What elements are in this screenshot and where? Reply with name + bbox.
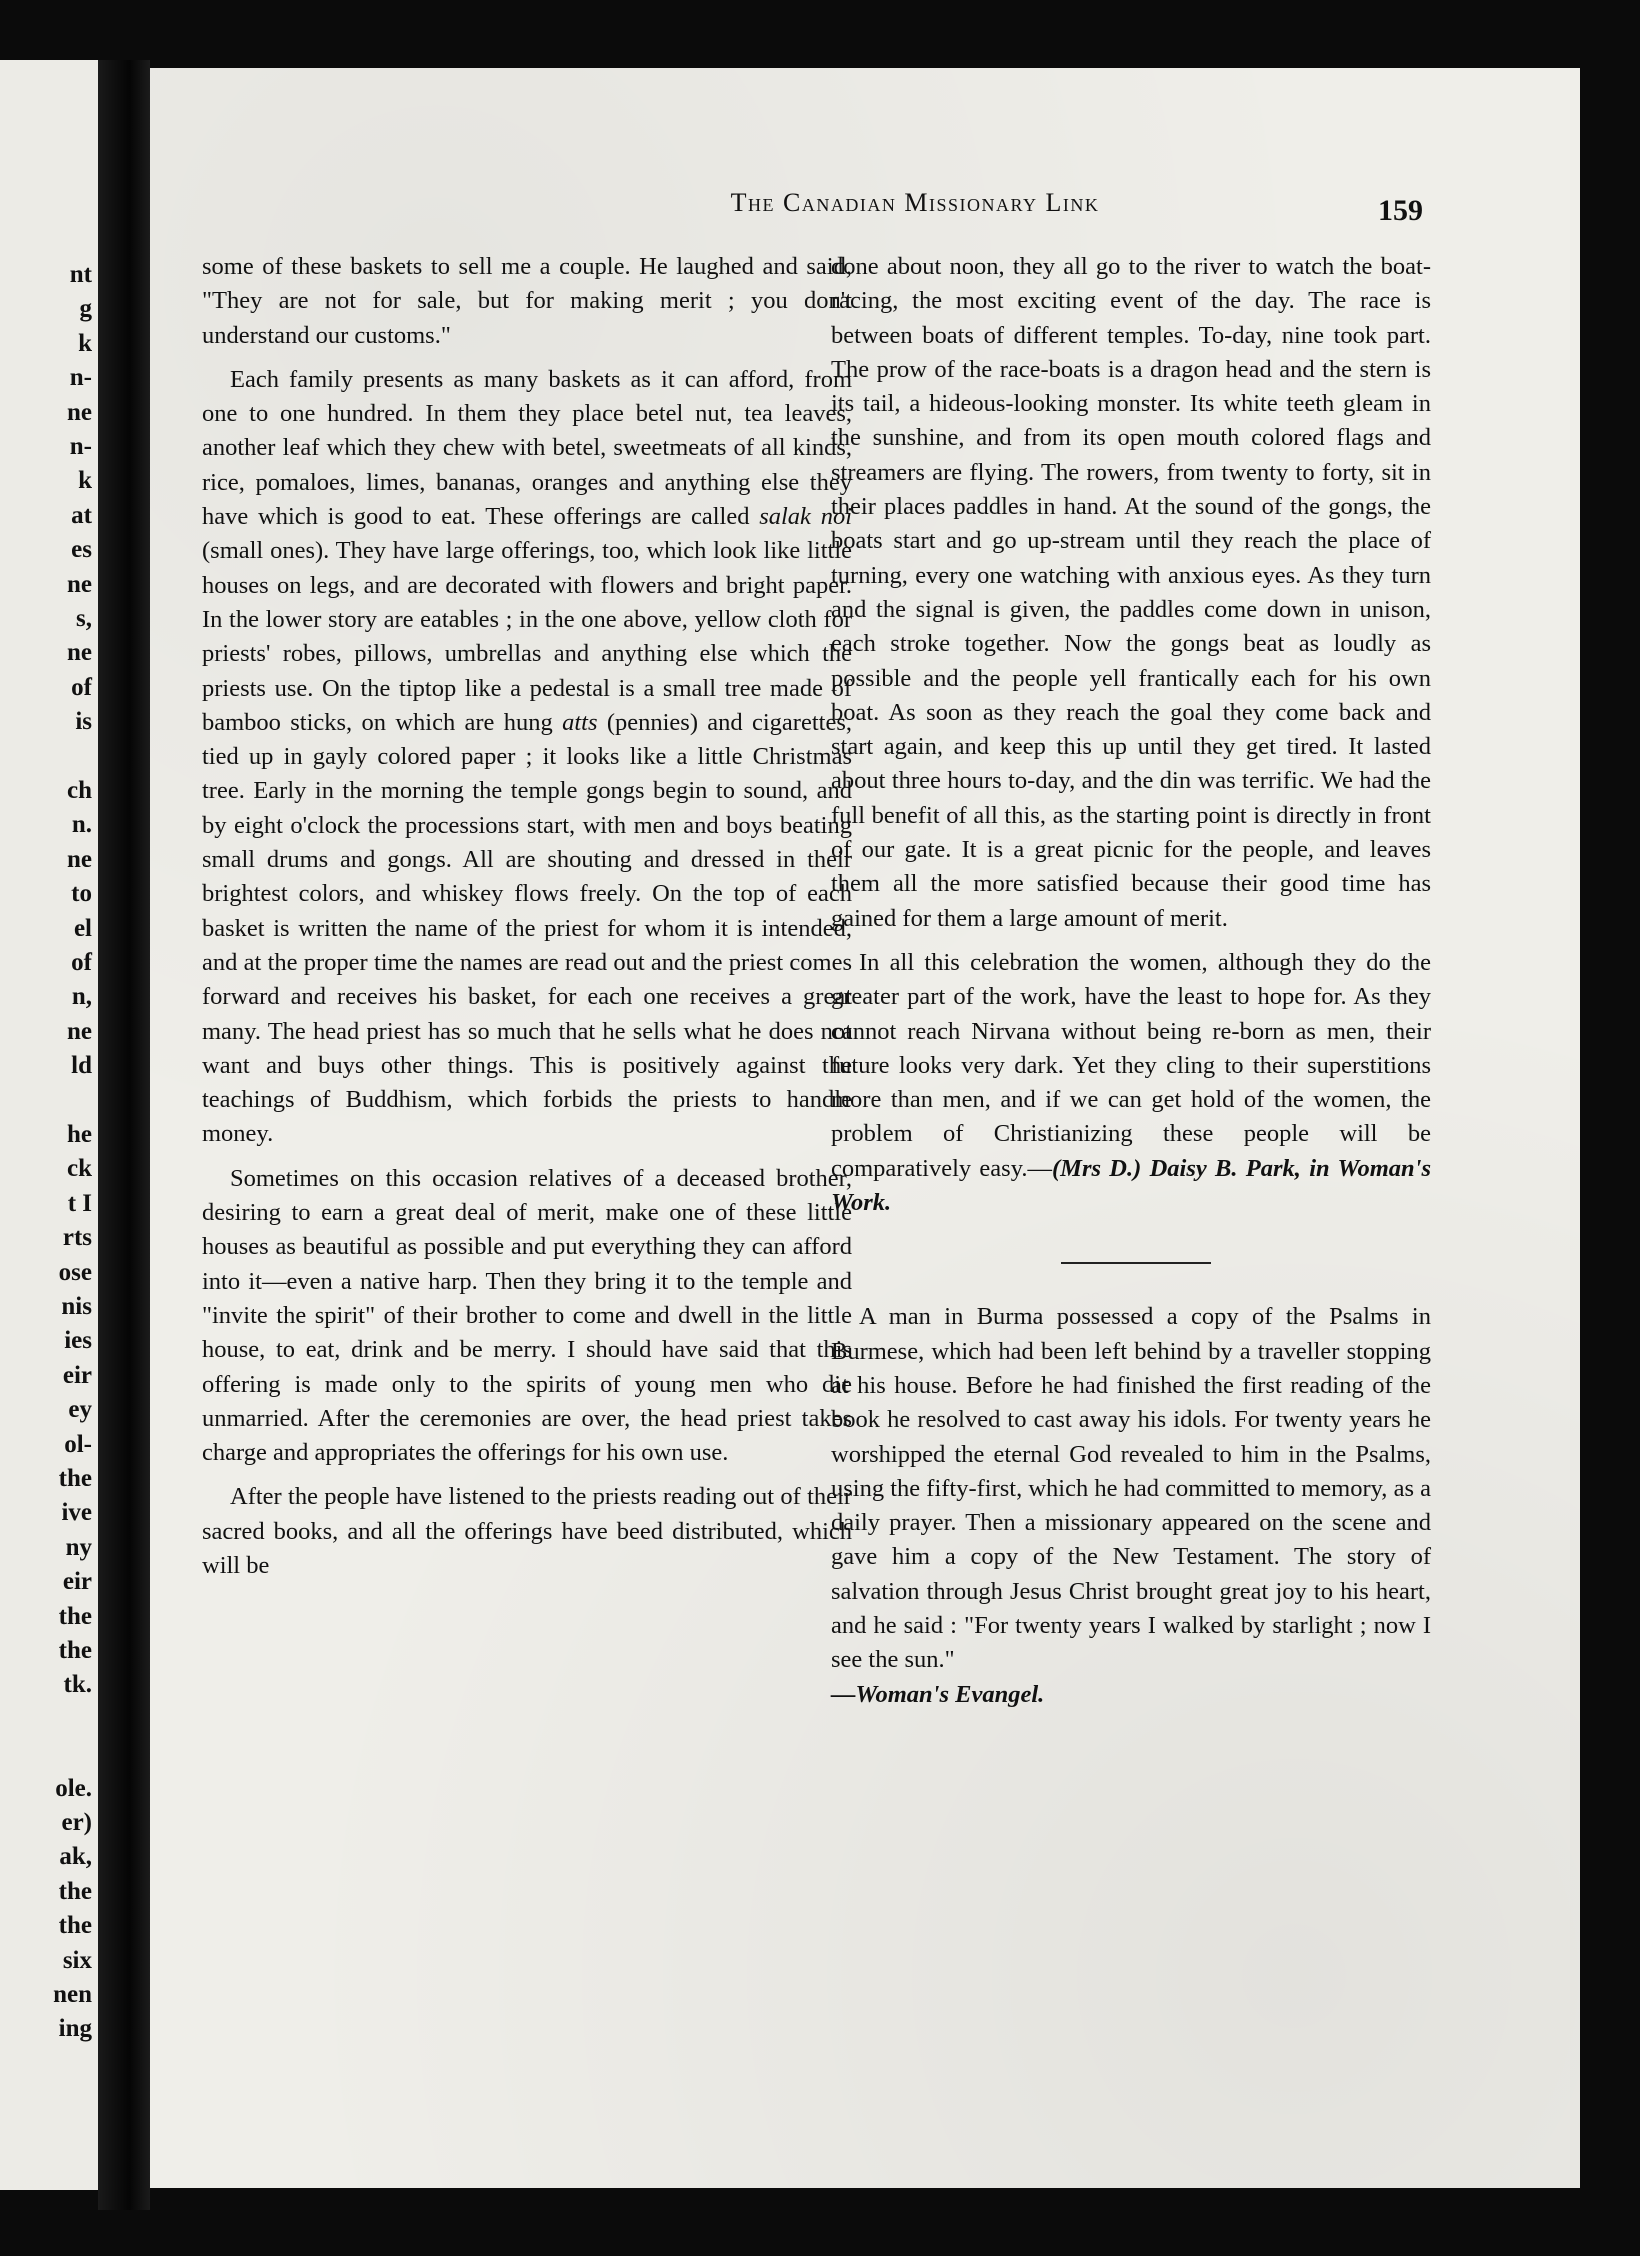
- adjacent-text-fragment: ne: [67, 845, 92, 873]
- paragraph: some of these baskets to sell me a couple. He laughed and said, "They are not for sale, but for making merit ; you don't understand our customs.": [202, 253, 852, 349]
- adjacent-text-fragment: ld: [71, 1052, 92, 1080]
- adjacent-text-fragment: k: [78, 467, 92, 495]
- attribution: (Mrs D.) Daisy B. Park, in Woman's Work.: [831, 1154, 1431, 1217]
- adjacent-text-fragment: eir: [62, 1361, 92, 1389]
- adjacent-text-fragment: rts: [62, 1224, 92, 1252]
- page-gutter: [98, 60, 150, 2210]
- adjacent-text-fragment: the: [58, 1877, 92, 1905]
- adjacent-text-fragment: ole.: [55, 1774, 92, 1802]
- adjacent-text-fragment: er): [61, 1809, 92, 1836]
- running-head: The Canadian Missionary Link: [730, 188, 1100, 217]
- adjacent-text-fragment: n-: [69, 364, 92, 392]
- foreign-term: atts: [562, 708, 598, 736]
- adjacent-text-fragment: the: [58, 1465, 92, 1492]
- adjacent-text-fragment: is: [75, 708, 92, 736]
- adjacent-text-fragment: he: [67, 1121, 92, 1148]
- adjacent-text-fragment: k: [78, 329, 92, 357]
- adjacent-text-fragment: g: [79, 295, 92, 323]
- adjacent-text-fragment: es: [71, 536, 92, 564]
- adjacent-text-fragment: to: [71, 880, 92, 908]
- paragraph: done about noon, they all go to the river to watch the boat-racing, the most exciting event of the day. The race is between boats of different temples. To-day, nine took part. The prow of the race-boats is a dragon head and the stern is its tail, a hideous-looking monster. Its white teeth gleam in the sunshine, and from its open mouth colored flags and streamers are flying. The rowers, from twenty to forty, sit in their places paddles in hand. At the sound of the gongs, the boats start and go up-stream until they reach the place of turning, every one watching with anxious eyes. As they turn and the signal is given, the paddles come down in unison, each stroke together. Now the gongs beat as loudly as possible and the people yell frantically each for his own boat. As soon as they reach the goal they come back and start again, and keep this up until they get tired. It lasted about three hours to-day, and the din was terrific. We had the full benefit of all this, as the starting point is directly in front of our gate. It is a great picnic for the people, and leaves them all the more satisfied because their good time has gained for them a large amount of merit.: [831, 253, 1431, 932]
- adjacent-text-fragment: t I: [67, 1189, 92, 1217]
- adjacent-text-fragment: ne: [67, 639, 92, 667]
- page-number: 159: [1378, 194, 1423, 227]
- adjacent-text-fragment: eir: [62, 1568, 92, 1596]
- adjacent-text-fragment: ing: [58, 2015, 92, 2043]
- text-run: In all this celebration the women, although they do the greater part of the work, have the least to hope for. As they cannot reach Nirvana without being re-born as men, their future looks very dark. Yet they cling to their superstitions more than men, and if we can get hold of the women, the problem of Christianizing these people will be comparatively easy.—: [831, 948, 1431, 1182]
- adjacent-text-fragment: n-: [69, 433, 92, 460]
- adjacent-text-fragment: nen: [53, 1981, 92, 2008]
- adjacent-text-fragment: of: [71, 673, 92, 701]
- adjacent-text-fragment: s,: [76, 605, 92, 632]
- left-column: [202, 250, 852, 1593]
- adjacent-text-fragment: ive: [61, 1499, 92, 1527]
- right-column: [831, 250, 1580, 1722]
- adjacent-text-fragment: ck: [67, 1155, 92, 1183]
- adjacent-text-fragment: the: [58, 1912, 92, 1940]
- text-run: Each family presents as many baskets as it can afford, from one to one hundred. In them they place betel nut, tea leaves, another leaf which they chew with betel, sweetmeats of all kinds, rice, pomaloes, limes, bananas, oranges and anything else they have which is good to eat. These offerings are called: [202, 365, 852, 531]
- adjacent-text-fragment: at: [71, 501, 92, 529]
- adjacent-page-fragment: [0, 60, 98, 2190]
- adjacent-text-fragment: n.: [71, 811, 92, 839]
- adjacent-text-fragment: ny: [65, 1533, 92, 1561]
- right-column-text: [831, 250, 1431, 1712]
- foreign-term: salak noi: [759, 503, 852, 531]
- adjacent-text-fragment: nis: [61, 1293, 92, 1320]
- adjacent-text-fragment: of: [71, 949, 92, 976]
- adjacent-text-fragment: ies: [64, 1327, 92, 1355]
- paragraph: Sometimes on this occasion relatives of a deceased brother, desiring to earn a great deal of merit, make one of these little houses as beautiful as possible and put everything they can afford into it—even a native harp. Then they bring it to the temple and "invite the spirit" of their brother to come and dwell in the little house, to eat, drink and be merry. I should have said that this offering is made only to the spirits of young men who die unmarried. After the ceremonies are over, the head priest takes charge and appropriates the offerings for his own use.: [202, 1164, 852, 1467]
- attribution: —Woman's Evangel.: [831, 1680, 1045, 1708]
- adjacent-text-fragment: the: [58, 1602, 92, 1630]
- section-divider: [1061, 1262, 1211, 1264]
- adjacent-text-fragment: tk.: [63, 1671, 92, 1699]
- adjacent-text-fragment: ne: [67, 1017, 92, 1045]
- paragraph: After the people have listened to the priests reading out of their sacred books, and all the offerings have beed distributed, which will be: [202, 1483, 852, 1579]
- paragraph: [831, 946, 1431, 1220]
- adjacent-text-fragment: six: [62, 1946, 92, 1974]
- adjacent-text-fragment: ch: [67, 777, 92, 804]
- text-run: (pennies) and cigarettes, tied up in gayly colored paper ; it looks like a little Christmas tree. Early in the morning the temple gongs begin to sound, and by eight o'clock the processions start, with men and boys beating small drums and gongs. All are shouting and dressed in their brightest colors, and whiskey flows freely. On the top of each basket is written the name of the priest for whom it is intended, and at the proper time the names are read out and the priest comes forward and receives his basket, for each one receives a great many. The head priest has so much that he sells what he does not want and buys other things. This is positively against the teachings of Buddhism, which forbids the priests to handle money.: [202, 708, 852, 1148]
- adjacent-text-fragment: nt: [69, 261, 92, 288]
- adjacent-text-fragment: ak,: [59, 1843, 92, 1871]
- adjacent-text-fragment: ey: [68, 1396, 92, 1424]
- paragraph: [202, 363, 852, 1152]
- text-run: (small ones). They have large offerings, too, which look like little houses on legs, and are decorated with flowers and bright paper. In the lower story are eatables ; in the one above, yellow cloth for priests' robes, pillows, umbrellas and anything else which the priests use. On the tiptop like a pedestal is a small tree made of bamboo sticks, on which are hung: [202, 537, 852, 736]
- adjacent-text-fragment: ose: [58, 1258, 92, 1286]
- text-run: A man in Burma possessed a copy of the Psalms in Burmese, which had been left behind by a traveller stopping at his house. Before he had finished the first reading of the book he resolved to cast away his idols. For twenty years he worshipped the eternal God revealed to him in the Psalms, using the fifty-first, which he had committed to memory, as a daily prayer. Then a missionary appeared on the scene and gave him a copy of the New Testament. The story of salvation through Jesus Christ brought great joy to his heart, and he said : "For twenty years I walked by starlight ; now I see the sun.": [831, 1303, 1431, 1674]
- adjacent-text-fragment: ne: [67, 570, 92, 598]
- adjacent-text-fragment: ne: [67, 398, 92, 426]
- adjacent-text-fragment: the: [58, 1637, 92, 1664]
- adjacent-text-fragment: n,: [71, 983, 92, 1011]
- adjacent-text-fragment: ol-: [64, 1430, 92, 1458]
- paragraph: [831, 1300, 1431, 1712]
- adjacent-text-fragment: el: [73, 914, 92, 942]
- page: [150, 68, 1580, 2188]
